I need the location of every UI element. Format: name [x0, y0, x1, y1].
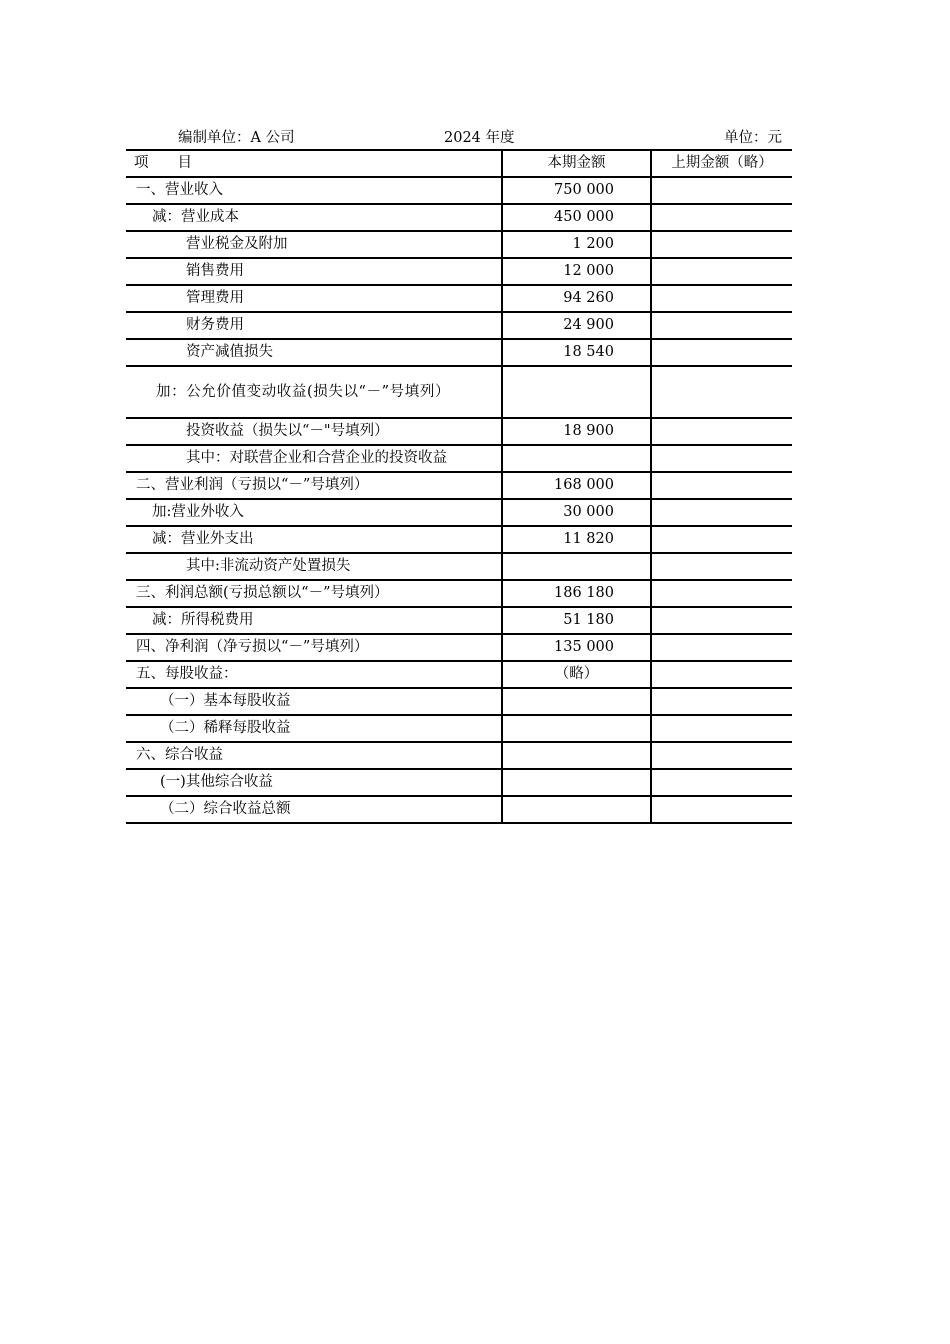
row-current — [502, 742, 651, 769]
row-item: 其中：对联营企业和合营企业的投资收益 — [126, 445, 502, 472]
table-row — [126, 769, 792, 796]
column-header-previous: 上期金额（略） — [651, 150, 792, 177]
row-current: 12 000 — [502, 258, 651, 285]
row-previous — [651, 285, 792, 312]
row-current — [502, 445, 651, 472]
table-row — [126, 285, 792, 312]
row-current: 11 820 — [502, 526, 651, 553]
table-row — [126, 526, 792, 553]
row-previous — [651, 204, 792, 231]
table-row — [126, 418, 792, 445]
row-item: （二）稀释每股收益 — [126, 715, 502, 742]
row-current: 24 900 — [502, 312, 651, 339]
table-row — [126, 796, 792, 823]
table-row — [126, 366, 792, 418]
table-row — [126, 607, 792, 634]
row-previous — [651, 580, 792, 607]
row-previous — [651, 634, 792, 661]
row-previous — [651, 742, 792, 769]
table-row — [126, 661, 792, 688]
row-item: 减：营业外支出 — [126, 526, 502, 553]
currency-unit: 单位：元 — [724, 130, 782, 146]
table-row — [126, 634, 792, 661]
row-item: 三、利润总额(亏损总额以“－”号填列） — [126, 580, 502, 607]
table-row — [126, 339, 792, 366]
row-item: 加:营业外收入 — [126, 499, 502, 526]
row-current: 30 000 — [502, 499, 651, 526]
row-item: 减：营业成本 — [126, 204, 502, 231]
row-item: 一、营业收入 — [126, 177, 502, 204]
table-row — [126, 715, 792, 742]
row-item: 减：所得税费用 — [126, 607, 502, 634]
row-previous — [651, 312, 792, 339]
row-previous — [651, 177, 792, 204]
column-header-item: 项 目 — [126, 150, 502, 177]
row-current — [502, 769, 651, 796]
row-item: 投资收益（损失以“－"号填列） — [126, 418, 502, 445]
income-statement-table — [126, 149, 792, 824]
row-previous — [651, 769, 792, 796]
row-item: 营业税金及附加 — [126, 231, 502, 258]
row-previous — [651, 418, 792, 445]
report-year: 2024 年度 — [444, 130, 515, 146]
row-item: （一）基本每股收益 — [126, 688, 502, 715]
table-row — [126, 688, 792, 715]
row-current — [502, 796, 651, 823]
row-current: 18 900 — [502, 418, 651, 445]
row-previous — [651, 445, 792, 472]
row-item: 财务费用 — [126, 312, 502, 339]
row-current — [502, 688, 651, 715]
row-previous — [651, 258, 792, 285]
row-previous — [651, 688, 792, 715]
column-header-current: 本期金额 — [502, 150, 651, 177]
table-header-row — [126, 150, 792, 177]
table-row — [126, 177, 792, 204]
row-previous — [651, 553, 792, 580]
row-item: 销售费用 — [126, 258, 502, 285]
row-item: 二、营业利润（亏损以“－”号填列） — [126, 472, 502, 499]
row-previous — [651, 661, 792, 688]
row-item: 加：公允价值变动收益(损失以“－”号填列） — [126, 366, 502, 418]
table-row — [126, 204, 792, 231]
row-current: （略） — [502, 661, 651, 688]
row-current: 186 180 — [502, 580, 651, 607]
row-previous — [651, 607, 792, 634]
table-row — [126, 472, 792, 499]
row-item: 五、每股收益： — [126, 661, 502, 688]
table-row — [126, 742, 792, 769]
row-previous — [651, 231, 792, 258]
table-row — [126, 312, 792, 339]
row-previous — [651, 339, 792, 366]
row-current: 168 000 — [502, 472, 651, 499]
table-row — [126, 499, 792, 526]
table-row — [126, 231, 792, 258]
row-previous — [651, 499, 792, 526]
row-item: 四、净利润（净亏损以“－”号填列） — [126, 634, 502, 661]
row-item: 六、综合收益 — [126, 742, 502, 769]
table-row — [126, 580, 792, 607]
row-item: 其中:非流动资产处置损失 — [126, 553, 502, 580]
row-current: 1 200 — [502, 231, 651, 258]
row-current: 135 000 — [502, 634, 651, 661]
row-current — [502, 553, 651, 580]
row-previous — [651, 715, 792, 742]
row-current: 18 540 — [502, 339, 651, 366]
row-item: 资产减值损失 — [126, 339, 502, 366]
compiler-label: 编制单位：A 公司 — [178, 130, 295, 146]
row-previous — [651, 526, 792, 553]
row-current: 51 180 — [502, 607, 651, 634]
report-header — [126, 126, 788, 146]
row-previous — [651, 796, 792, 823]
row-current: 94 260 — [502, 285, 651, 312]
table-row — [126, 258, 792, 285]
table-row — [126, 553, 792, 580]
row-current: 750 000 — [502, 177, 651, 204]
row-item: 管理费用 — [126, 285, 502, 312]
row-item: (一)其他综合收益 — [126, 769, 502, 796]
row-item: （二）综合收益总额 — [126, 796, 502, 823]
row-previous — [651, 366, 792, 418]
row-current — [502, 715, 651, 742]
row-previous — [651, 472, 792, 499]
table-row — [126, 445, 792, 472]
row-current: 450 000 — [502, 204, 651, 231]
row-current — [502, 366, 651, 418]
